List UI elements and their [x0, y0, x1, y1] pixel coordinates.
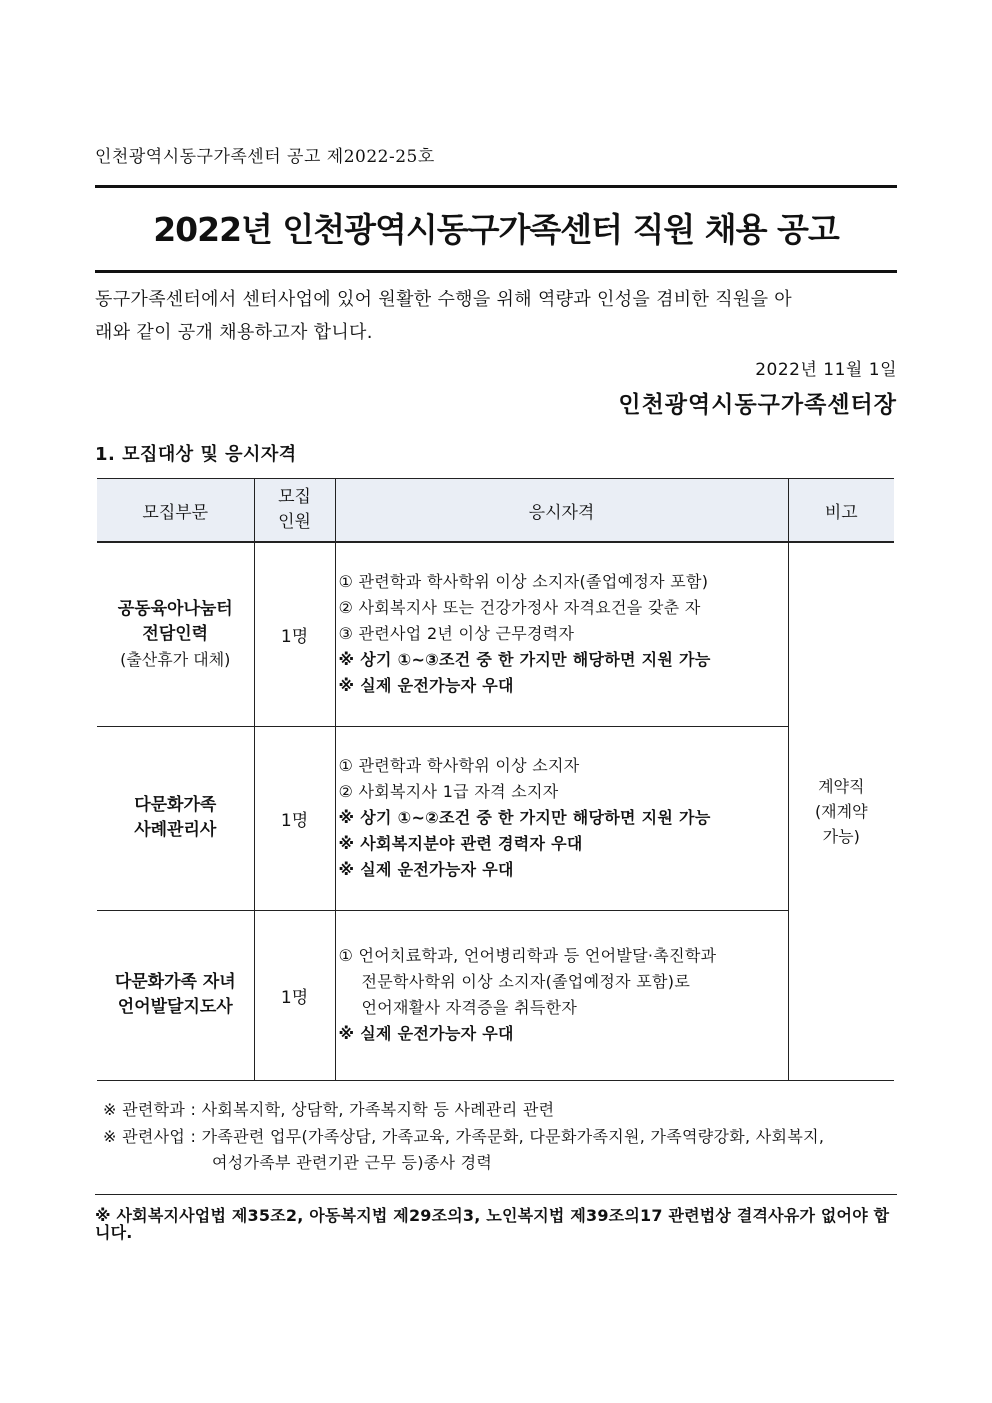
intro-line: 동구가족센터에서 센터사업에 있어 원활한 수행을 위해 역량과 인성을 겸비한 직원을 아	[95, 289, 792, 310]
note-line: 가능)	[822, 826, 860, 846]
header-dept: 모집부문	[97, 479, 254, 543]
footnote-dept: ※ 관련학과 : 사회복지학, 상담학, 가족복지학 등 사례관리 관련	[103, 1100, 555, 1119]
notice-number: 인천광역시동구가족센터 공고 제2022-25호	[95, 147, 435, 167]
qualification-note: ※ 상기 ①~③조건 중 한 가지만 해당하면 지원 가능	[338, 650, 711, 670]
page-title: 2022년 인천광역시동구가족센터 직원 채용 공고	[153, 210, 839, 249]
footnote-business-cont: 여성가족부 관련기관 근무 등)종사 경력	[212, 1153, 493, 1172]
qualification-note: ※ 실제 운전가능자 우대	[338, 860, 514, 879]
table-row	[97, 542, 894, 726]
note-line: (재계약	[814, 801, 868, 821]
notice-date: 2022년 11월 1일	[755, 360, 897, 380]
qualification-item: 언어재활사 자격증을 취득한자	[361, 998, 578, 1017]
recruitment-table	[97, 478, 894, 1081]
dept-name: 다문화가족 자녀	[114, 972, 236, 992]
qualification-item: ① 언어치료학과, 언어병리학과 등 언어발달·촉진학과	[338, 946, 717, 965]
dept-name: 전담인력	[142, 623, 209, 644]
table-row	[97, 726, 894, 910]
qualification-item: ② 사회복지사 1급 자격 소지자	[338, 782, 559, 801]
table-row	[97, 910, 894, 1080]
title-top-rule	[95, 185, 897, 188]
header-count	[254, 479, 335, 543]
count-cell: 1명	[254, 542, 335, 726]
intro-paragraph	[95, 283, 897, 349]
title-bottom-rule	[95, 270, 897, 273]
qualification-item: 전문학사학위 이상 소지자(졸업예정자 포함)로	[361, 972, 691, 991]
qualification-note: ※ 실제 운전가능자 우대	[338, 1024, 514, 1043]
qualification-note: ※ 실제 운전가능자 우대	[338, 676, 514, 696]
dept-cell	[97, 910, 254, 1080]
header-count-line: 모집	[278, 487, 311, 507]
qualification-item: ① 관련학과 학사학위 이상 소지자	[338, 756, 580, 775]
footnote-business: ※ 관련사업 : 가족관련 업무(가족상담, 가족교육, 가족문화, 다문화가족지원, 가족역량강화, 사회복지,	[103, 1127, 825, 1146]
note-line: 계약직	[818, 776, 865, 796]
count-cell: 1명	[254, 726, 335, 910]
header-note: 비고	[788, 479, 894, 543]
qualification-item: ① 관련학과 학사학위 이상 소지자(졸업예정자 포함)	[338, 572, 709, 592]
dept-name: 사례관리사	[134, 820, 217, 840]
qualification-note: ※ 사회복지분야 관련 경력자 우대	[338, 834, 583, 853]
dept-name: 다문화가족	[134, 795, 217, 815]
table-header-row	[97, 479, 894, 543]
qualification-cell	[335, 910, 788, 1080]
dept-cell	[97, 726, 254, 910]
qualification-item: ② 사회복지사 또는 건강가정사 자격요건을 갖춘 자	[338, 598, 701, 618]
dept-name: 언어발달지도사	[117, 997, 233, 1017]
header-count-line: 인원	[278, 512, 311, 532]
dept-name: 공동육아나눔터	[117, 598, 233, 619]
qualification-item: ③ 관련사업 2년 이상 근무경력자	[338, 624, 575, 644]
issuer: 인천광역시동구가족센터장	[618, 392, 897, 418]
count-cell: 1명	[254, 910, 335, 1080]
qualification-note: ※ 상기 ①~②조건 중 한 가지만 해당하면 지원 가능	[338, 808, 711, 827]
section-title: 1. 모집대상 및 응시자격	[95, 444, 297, 465]
intro-line: 래와 같이 공개 채용하고자 합니다.	[95, 322, 373, 343]
legal-notice: ※ 사회복지사업법 제35조2, 아동복지법 제29조의3, 노인복지법 제39조의17 관련법상 결격사유가 없어야 합니다.	[95, 1206, 890, 1242]
dept-cell	[97, 542, 254, 726]
note-cell	[788, 542, 894, 1080]
qualification-cell	[335, 542, 788, 726]
header-qualification: 응시자격	[335, 479, 788, 543]
dept-subnote: (출산휴가 대체)	[120, 649, 231, 669]
qualification-cell	[335, 726, 788, 910]
legal-divider	[95, 1194, 897, 1195]
